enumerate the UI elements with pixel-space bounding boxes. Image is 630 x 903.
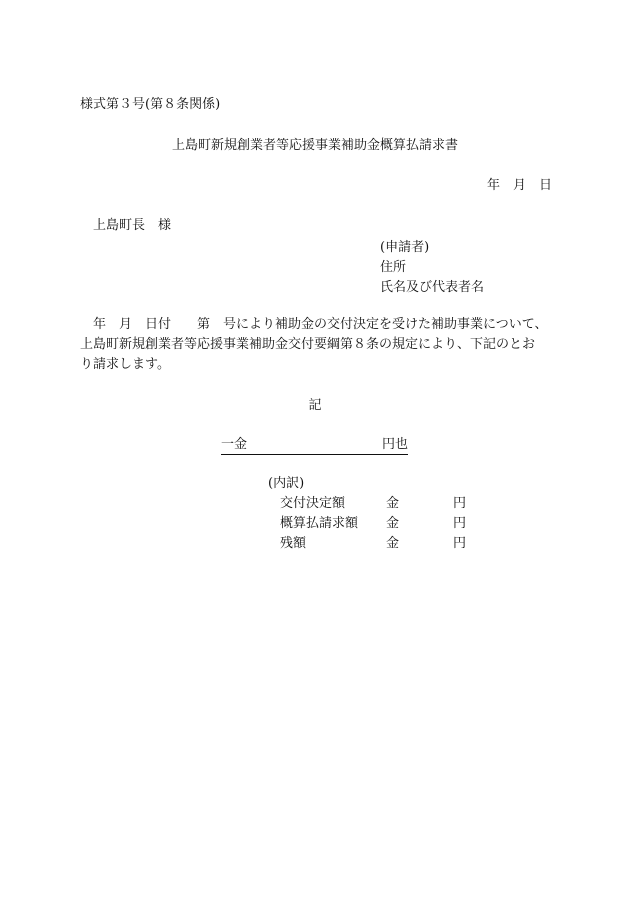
applicant-block	[380, 238, 484, 298]
breakdown-row-yen: 円	[453, 516, 467, 531]
form-number: 様式第３号(第８条関係)	[80, 97, 221, 112]
date-line: 年 月 日	[487, 178, 553, 193]
amount-prefix: 一金	[221, 437, 248, 452]
applicant-heading: (申請者)	[380, 240, 430, 255]
breakdown-row-kin: 金	[386, 496, 400, 511]
breakdown-row-yen: 円	[453, 496, 467, 511]
body-line-3: り請求します。	[80, 357, 170, 372]
amount-line	[221, 438, 408, 455]
body-line-1: 年 月 日付 第 号により補助金の交付決定を受けた補助事業について、	[80, 317, 548, 332]
amount-suffix: 円也	[381, 437, 408, 452]
breakdown-row-label: 概算払請求額	[280, 516, 359, 531]
breakdown-label: (内訳)	[268, 476, 305, 491]
ki-heading: 記	[308, 398, 322, 413]
breakdown-row-yen: 円	[453, 536, 467, 551]
request-body-text	[80, 315, 550, 375]
addressee: 上島町長 様	[93, 218, 172, 233]
breakdown-row-label: 残額	[280, 536, 307, 551]
body-line-2: 上島町新規創業者等応援事業補助金交付要綱第８条の規定により、下記のとお	[80, 337, 536, 352]
applicant-address-label: 住所	[380, 260, 407, 275]
applicant-name-label: 氏名及び代表者名	[380, 280, 485, 295]
breakdown-row-kin: 金	[386, 516, 400, 531]
breakdown-row-kin: 金	[386, 536, 400, 551]
document-title: 上島町新規創業者等応援事業補助金概算払請求書	[171, 138, 458, 153]
breakdown-row-label: 交付決定額	[280, 496, 346, 511]
